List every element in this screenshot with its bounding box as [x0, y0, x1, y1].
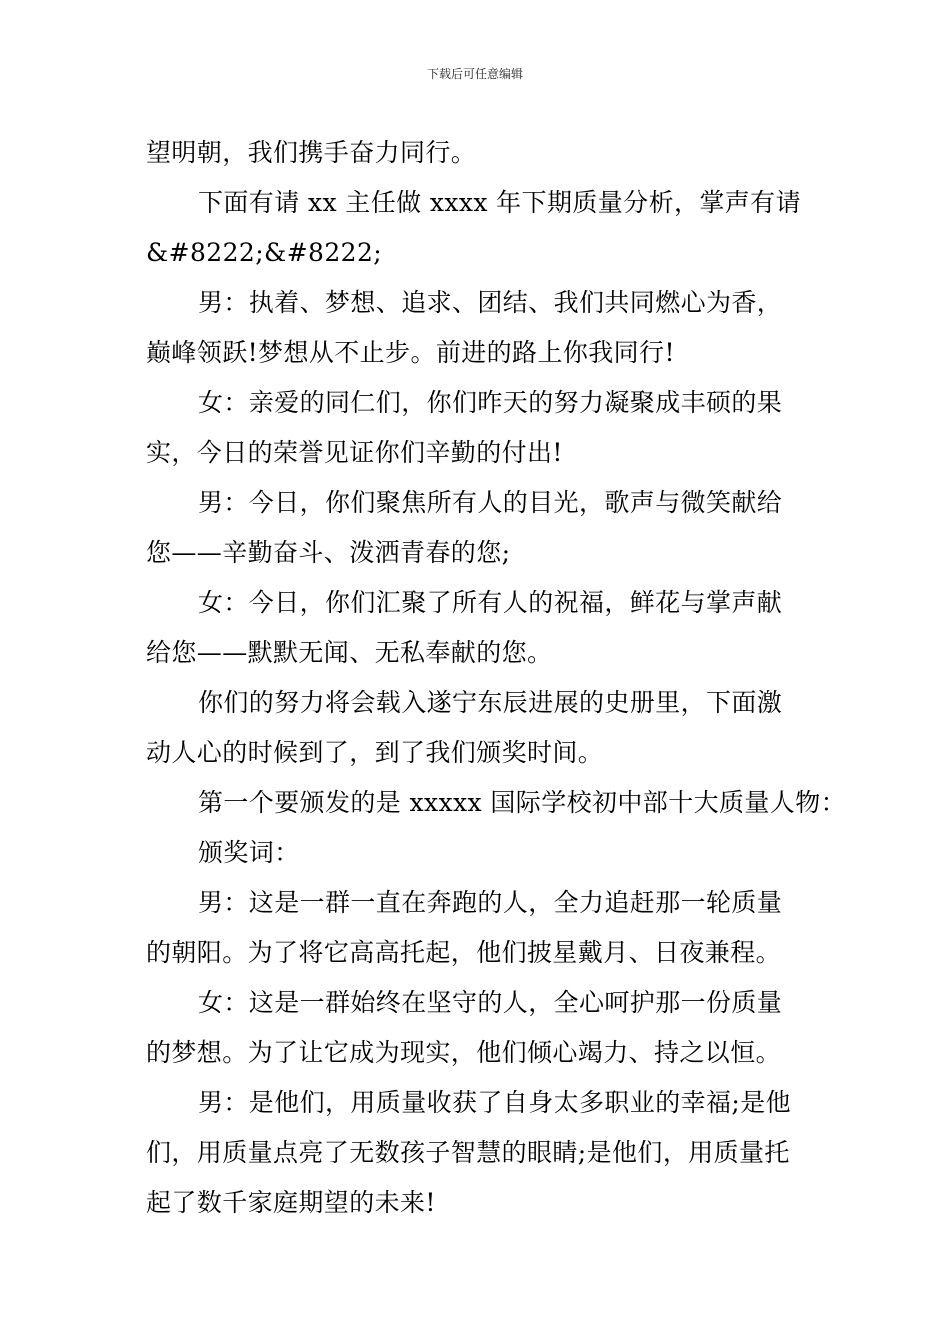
- text-line: 男：是他们，用质量收获了自身太多职业的幸福;是他: [198, 1088, 792, 1117]
- text-line: 男：这是一群一直在奔跑的人，全力追赶那一轮质量: [198, 888, 783, 917]
- text-line: 动人心的时候到了，到了我们颁奖时间。: [146, 738, 604, 767]
- document-body: [146, 128, 846, 1228]
- text-line: 望明朝，我们携手奋力同行。: [146, 138, 477, 167]
- text-line: 您——辛勤奋斗、泼洒青春的您;: [146, 538, 511, 567]
- text-line: 第一个要颁发的是 xxxxx 国际学校初中部十大质量人物：: [198, 788, 846, 817]
- text-line: 实，今日的荣誉见证你们辛勤的付出!: [146, 438, 563, 467]
- text-line: &#8222;&#8222;: [146, 238, 383, 267]
- text-line: 下面有请 xx 主任做 xxxx 年下期质量分析，掌声有请: [198, 188, 801, 217]
- page-header: 下载后可任意编辑: [426, 67, 523, 81]
- text-line: 你们的努力将会载入遂宁东辰进展的史册里，下面激: [198, 688, 783, 717]
- text-line: 的梦想。为了让它成为现实，他们倾心竭力、持之以恒。: [146, 1038, 782, 1067]
- text-line: 颁奖词：: [198, 838, 300, 867]
- text-line: 们，用质量点亮了无数孩子智慧的眼睛;是他们，用质量托: [146, 1138, 790, 1167]
- text-line: 男：执着、梦想、追求、团结、我们共同燃心为香，: [198, 288, 783, 317]
- text-line: 女：亲爱的同仁们，你们昨天的努力凝聚成丰硕的果: [198, 388, 783, 417]
- text-line: 女：这是一群始终在坚守的人，全心呵护那一份质量: [198, 988, 783, 1017]
- text-line: 女：今日，你们汇聚了所有人的祝福，鲜花与掌声献: [198, 588, 783, 617]
- text-line: 给您——默默无闻、无私奉献的您。: [146, 638, 553, 667]
- text-line: 男：今日，你们聚焦所有人的目光，歌声与微笑献给: [198, 488, 783, 517]
- text-line: 起了数千家庭期望的未来!: [146, 1188, 436, 1217]
- text-line: 巅峰领跃!梦想从不止步。前进的路上你我同行!: [146, 338, 675, 367]
- text-line: 的朝阳。为了将它高高托起，他们披星戴月、日夜兼程。: [146, 938, 782, 967]
